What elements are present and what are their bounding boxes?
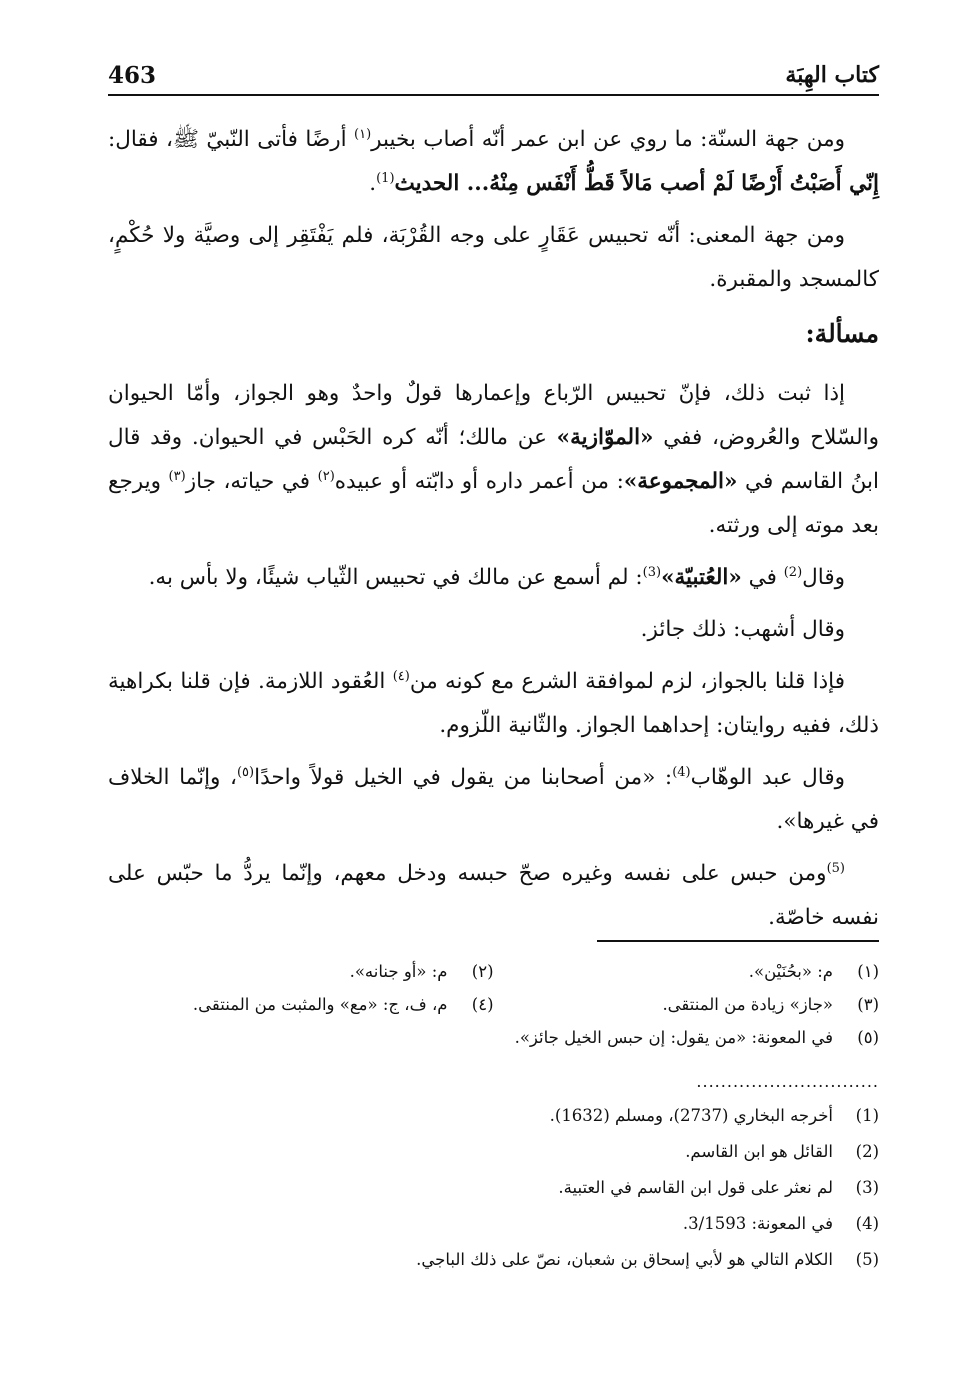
- footnote-text: «جاز» زيادة من المنتقى.: [662, 995, 833, 1014]
- book-title: «العُتبيّة»: [661, 565, 742, 590]
- footnote-marker: (٢): [317, 468, 335, 484]
- footnote-number: (5): [855, 1250, 879, 1269]
- footnote-marker: (3): [642, 564, 662, 580]
- page-header: [108, 62, 879, 96]
- paragraph: وقال أشهب: ذلك جائز.: [640, 617, 845, 642]
- section-title: مسألة:: [805, 319, 879, 348]
- book-title: «الموّازية»: [556, 425, 654, 450]
- text-run: : من أعمر داره أو دابّته أو عبيده: [334, 469, 624, 494]
- footnote-marker: (4): [672, 764, 691, 780]
- text-run: : لم أسمع عن مالك في تحبيس الثّياب شيئًا، ولا بأس به.: [148, 565, 643, 590]
- footnote-text: القائل هو ابن القاسم.: [685, 1142, 833, 1161]
- paragraph: [108, 372, 879, 548]
- page-number: 463: [108, 62, 157, 89]
- text-run: في حياته، جاز: [185, 469, 318, 494]
- footnote-marker: (٤): [392, 668, 410, 684]
- footnote-text: م، ف، ج: «مع» والمثبت من المنتقى.: [192, 995, 448, 1014]
- dotted-separator: ..............................: [696, 1074, 879, 1090]
- text-run: ومن جهة السنّة: ما روي عن ابن عمر أنّه أصاب بخيبر: [371, 127, 845, 152]
- footnote-text: م: «أو جنانه».: [349, 962, 448, 981]
- footnote-marker: (٥): [236, 764, 255, 780]
- footnote: [108, 1098, 879, 1134]
- footnote: [494, 955, 880, 988]
- paragraph: [108, 556, 879, 600]
- text-run: ويرجع بعد موته إلى ورثته.: [108, 469, 879, 538]
- variant-footnotes: [108, 955, 879, 1054]
- text-run: عن مالك؛ أنّه كره الحَبْس في الحيوان. وقد قال ابنُ القاسم في: [108, 425, 879, 494]
- text-run: ومن حبس على نفسه وغيره صحّ حبسه ودخل معهم، وإنّما يردُّ ما حبّس على نفسه خاصّة.: [108, 861, 879, 930]
- footnote-number: (4): [855, 1214, 879, 1233]
- paragraph: ومن جهة المعنى: أنّه تحبيس عَقَارٍ على وجه القُرْبَة، فلم يَفْتَقِر إلى وصيَّة ولا حُكْمٍ، كالمسجد والمقبرة.: [108, 223, 879, 292]
- paragraph: [108, 118, 879, 206]
- running-title: كتاب الهِبَة: [785, 62, 879, 88]
- footnote-marker: (2): [783, 564, 803, 580]
- footnote: [494, 988, 880, 1021]
- text-run: وقال: [802, 565, 845, 590]
- footnote-row: [108, 988, 879, 1021]
- footnote-text: الكلام التالي هو لأبي إسحاق بن شعبان، نصّ على ذلك الباجي.: [416, 1250, 833, 1269]
- footnote-separator: [597, 940, 879, 942]
- text-run: ، وإنّما الخلاف في غيرها».: [108, 765, 879, 834]
- footnote-marker: (٣): [168, 468, 186, 484]
- book-title: «المجموعة»: [623, 469, 738, 494]
- footnote-number: (٤): [471, 995, 494, 1014]
- footnote-number: (١): [857, 962, 879, 981]
- footnote: [108, 1170, 879, 1206]
- paragraph: [108, 660, 879, 748]
- paragraph: [108, 756, 879, 844]
- footnote-text: في المعونة: «من يقول: إن حبس الخيل جائز».: [514, 1028, 833, 1047]
- footnote-text: أخرجه البخاري (2737)، ومسلم (1632).: [549, 1106, 833, 1125]
- footnote: [108, 1134, 879, 1170]
- footnote: [108, 1242, 879, 1278]
- footnote-marker: (1): [376, 170, 395, 186]
- source-footnotes: [108, 1098, 879, 1278]
- text-run: : «من أصحابنا من يقول في الخيل قولاً واحدًا: [254, 765, 673, 790]
- text-run: أرضًا فأتى النّبيّ ﷺ، فقال:: [108, 127, 354, 152]
- footnote-number: (٥): [857, 1028, 879, 1047]
- footnote-text: م: «بحُنَيْن».: [748, 962, 833, 981]
- footnote-row: [108, 1021, 879, 1054]
- footnote-text: لم نعثر على قول ابن القاسم في العتبية.: [558, 1178, 833, 1197]
- footnote-number: (2): [855, 1142, 879, 1161]
- footnote-marker: (5): [826, 860, 845, 876]
- footnote: [108, 1021, 879, 1054]
- text-run: العُقود اللازمة. فإن قلنا بكراهية ذلك، ففيه روايتان: إحداهما الجواز. والثّانية اللّزوم.: [108, 669, 879, 738]
- main-text: [108, 118, 879, 948]
- footnote-number: (٢): [471, 962, 494, 981]
- text-run: .: [369, 171, 377, 196]
- paragraph: [108, 852, 879, 940]
- footnote: [108, 1206, 879, 1242]
- footnote-number: (٣): [857, 995, 879, 1014]
- text-run: في: [741, 565, 784, 590]
- text-run: وقال عبد الوهّاب: [690, 765, 845, 790]
- footnote: [108, 955, 494, 988]
- footnote-row: [108, 955, 879, 988]
- footnote-number: (3): [855, 1178, 879, 1197]
- footnote: [108, 988, 494, 1021]
- text-run: فإذا قلنا بالجواز، لزم لموافقة الشرع مع كونه من: [409, 669, 845, 694]
- footnote-marker: (١): [354, 126, 372, 142]
- hadith-quote: إِنّي أَصَبْتُ أَرْضًا لَمْ أصب مَالاً قَطُّ أَنْفَس مِنْهُ... الحديث: [394, 171, 879, 196]
- footnote-number: (1): [855, 1106, 879, 1125]
- text-run: إذا ثبت ذلك، فإنّ تحبيس الرّباع وإعمارها قولٌ واحدٌ وهو الجواز، وأمّا الحيوان والسّلاح والعُروض، ففي: [108, 381, 879, 450]
- footnote-text: في المعونة: 3/1593.: [682, 1214, 833, 1233]
